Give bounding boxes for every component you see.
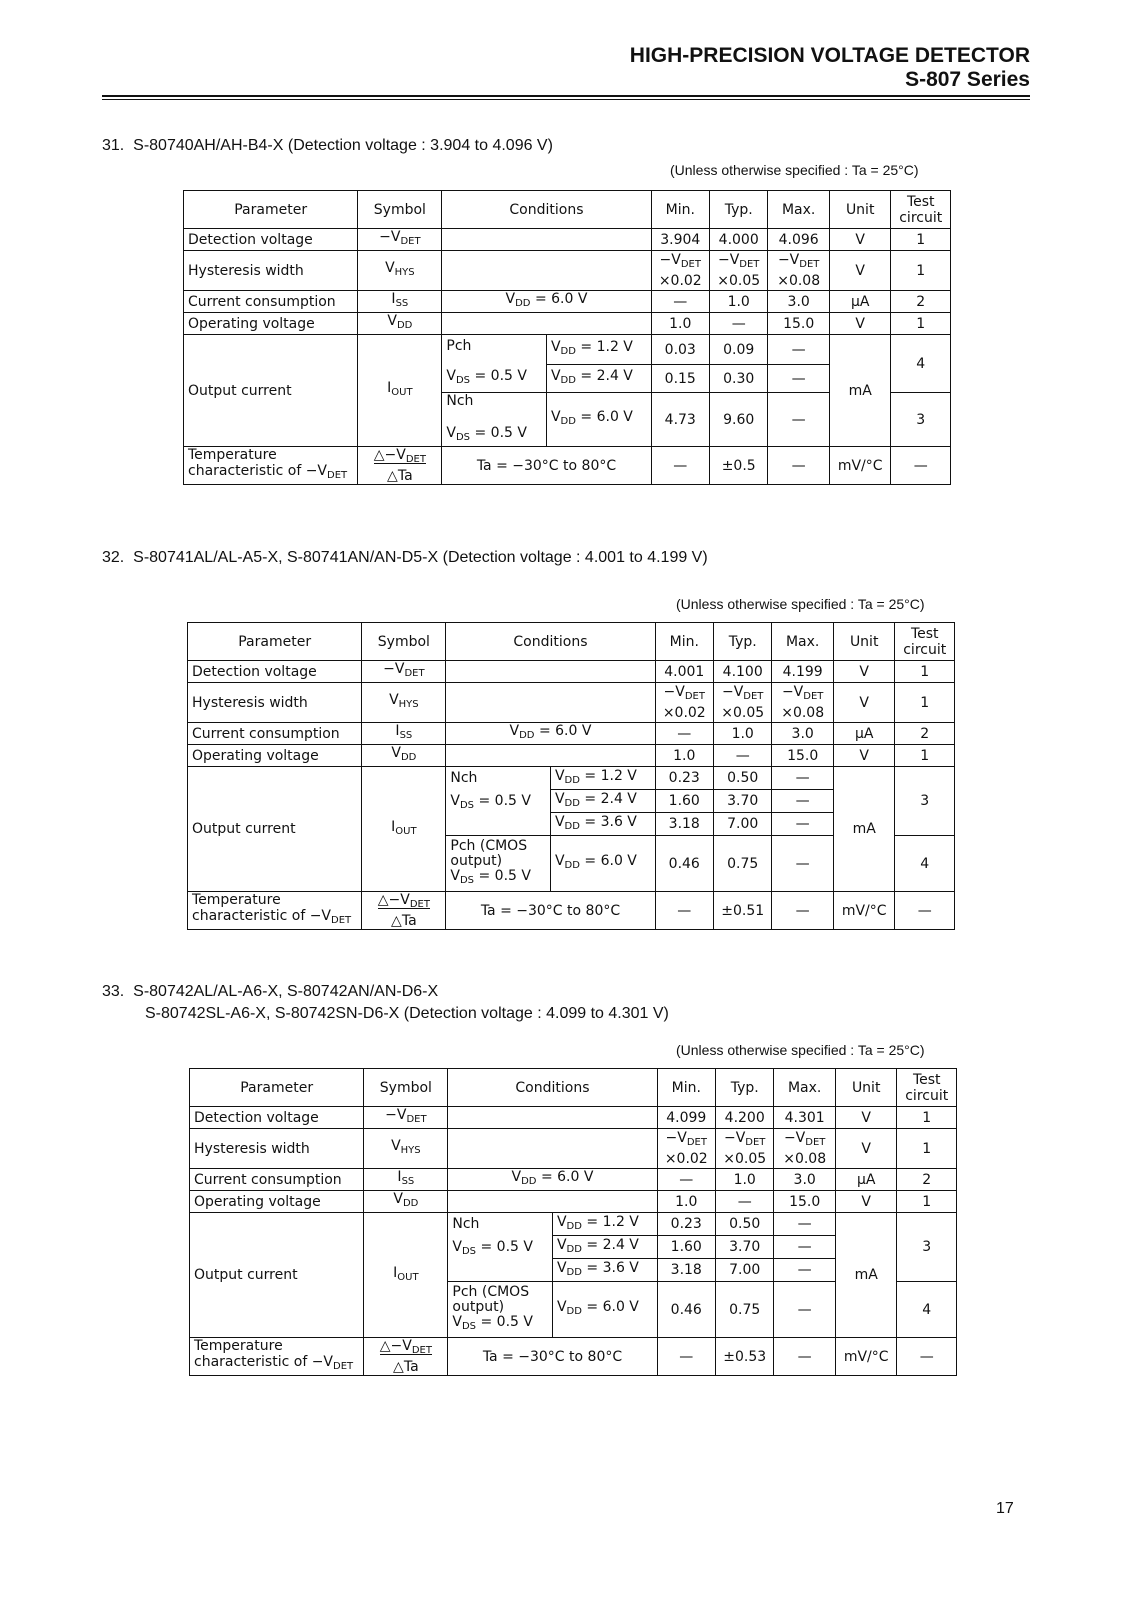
table-row: [190, 1338, 957, 1376]
value-max: 15.0: [768, 313, 830, 335]
value-min: 0.23: [655, 767, 713, 790]
unit: mV/°C: [833, 892, 895, 930]
conditions: Ta = −30°C to 80°C: [448, 1338, 657, 1376]
section-title: S-80742AL/AL-A6-X, S-80742AN/AN-D6-X: [133, 983, 439, 1000]
unit: V: [833, 683, 895, 723]
conditions-vdd: $V_{DD} = 6.0$ V: [546, 393, 651, 447]
unit: μA: [833, 723, 895, 745]
test-circuit: 2: [891, 291, 951, 313]
table-row: [184, 229, 951, 251]
symbol-delta-vdet: $\triangle-V_{DET}$ △Ta: [362, 892, 446, 930]
value-min: 0.46: [657, 1282, 715, 1338]
symbol-vdd: $V_{DD}$: [362, 745, 446, 767]
value-max: —: [768, 335, 830, 365]
value-max: $-V_{DET}$ ×0.08: [772, 683, 834, 723]
unit: V: [829, 229, 891, 251]
unit: mV/°C: [829, 447, 891, 485]
value-max: $-V_{DET}$ ×0.08: [768, 251, 830, 291]
spec-table-31: [183, 190, 951, 485]
conditions-vds: $V_{DS} = 0.5$ V: [442, 365, 547, 393]
value-typ: —: [713, 745, 771, 767]
param-operating-voltage: Operating voltage: [190, 1191, 364, 1213]
value-typ: 0.75: [715, 1282, 773, 1338]
section-number: 31.: [102, 137, 125, 154]
section-title: S-80741AL/AL-A5-X, S-80741AN/AN-D5-X (Detection voltage : 4.001 to 4.199 V): [133, 549, 708, 566]
col-symbol: Symbol: [364, 1069, 448, 1107]
value-typ: 0.75: [713, 836, 771, 892]
symbol-vdd: $V_{DD}$: [364, 1191, 448, 1213]
test-circuit: 3: [891, 393, 951, 447]
unit: V: [835, 1107, 897, 1129]
value-max: —: [772, 892, 834, 930]
conditions-vdd: $V_{DD} = 6.0$ V: [552, 1282, 657, 1338]
col-typ: Typ.: [715, 1069, 773, 1107]
col-unit: Unit: [829, 191, 891, 229]
param-current-consumption: Current consumption: [184, 291, 358, 313]
value-typ: $-V_{DET}$ ×0.05: [709, 251, 767, 291]
value-max: —: [772, 790, 834, 813]
test-circuit: 1: [897, 1107, 957, 1129]
symbol-iout: $I_{OUT}$: [364, 1213, 448, 1338]
symbol-iss: $I_{SS}$: [362, 723, 446, 745]
col-test-circuit: Test circuit: [895, 623, 955, 661]
col-symbol: Symbol: [358, 191, 442, 229]
test-circuit: —: [891, 447, 951, 485]
value-min: 1.0: [657, 1191, 715, 1213]
value-min: $-V_{DET}$ ×0.02: [657, 1129, 715, 1169]
value-typ: $-V_{DET}$ ×0.05: [713, 683, 771, 723]
test-circuit: 1: [895, 745, 955, 767]
section-33-heading: [102, 980, 438, 1004]
table-row: [190, 1213, 957, 1236]
symbol-iout: $I_{OUT}$: [362, 767, 446, 892]
col-parameter: Parameter: [184, 191, 358, 229]
conditions-vdd: $V_{DD} = 1.2$ V: [546, 335, 651, 365]
value-typ: 0.30: [709, 365, 767, 393]
unit: μA: [829, 291, 891, 313]
value-typ: —: [715, 1191, 773, 1213]
conditions-empty: [448, 1107, 657, 1129]
value-typ: 3.70: [715, 1236, 773, 1259]
value-typ: —: [709, 313, 767, 335]
conditions-nch: Nch $V_{DS} = 0.5$ V: [442, 393, 547, 447]
param-current-consumption: Current consumption: [190, 1169, 364, 1191]
header-rule: [102, 95, 1030, 97]
test-circuit: 3: [895, 767, 955, 836]
value-min: 3.18: [655, 813, 713, 836]
conditions-vdd: $V_{DD} = 2.4$ V: [546, 365, 651, 393]
table-row: [188, 745, 955, 767]
param-output-current: Output current: [190, 1213, 364, 1338]
value-typ: ±0.51: [713, 892, 771, 930]
value-min: 0.15: [651, 365, 709, 393]
value-min: —: [655, 723, 713, 745]
symbol-vhys: $V_{HYS}$: [364, 1129, 448, 1169]
table-row: [184, 335, 951, 365]
value-typ: 4.000: [709, 229, 767, 251]
value-typ: $-V_{DET}$ ×0.05: [715, 1129, 773, 1169]
table-row: [188, 683, 955, 723]
table-row: [190, 1191, 957, 1213]
unit: V: [829, 313, 891, 335]
value-min: 1.60: [655, 790, 713, 813]
value-min: 1.60: [657, 1236, 715, 1259]
conditions-vdd: $V_{DD} = 2.4$ V: [550, 790, 655, 813]
test-circuit: —: [895, 892, 955, 930]
conditions-pch-cmos: Pch (CMOS output) $V_{DS} = 0.5$ V: [446, 836, 551, 892]
section-title: S-80740AH/AH-B4-X (Detection voltage : 3.904 to 4.096 V): [133, 137, 553, 154]
condition-note: (Unless otherwise specified : Ta = 25°C): [676, 1042, 925, 1058]
conditions-nch: Nch: [448, 1213, 553, 1236]
param-temperature-characteristic: Temperature characteristic of $-V_{DET}$: [190, 1338, 364, 1376]
conditions-vdd: $V_{DD} = 6.0$ V: [550, 836, 655, 892]
value-min: —: [651, 291, 709, 313]
conditions-vds: $V_{DS} = 0.5$ V: [446, 790, 551, 836]
table-header-row: [188, 623, 955, 661]
section-32-heading: [102, 546, 708, 570]
test-circuit: 2: [897, 1169, 957, 1191]
unit: μA: [835, 1169, 897, 1191]
value-typ: 7.00: [715, 1259, 773, 1282]
value-min: 4.73: [651, 393, 709, 447]
conditions: $V_{DD} = 6.0$ V: [446, 723, 655, 745]
conditions-vdd: $V_{DD} = 1.2$ V: [550, 767, 655, 790]
value-max: —: [772, 767, 834, 790]
test-circuit: 3: [897, 1213, 957, 1282]
conditions: Ta = −30°C to 80°C: [442, 447, 651, 485]
conditions-empty: [442, 251, 651, 291]
value-max: 3.0: [774, 1169, 836, 1191]
value-max: —: [768, 447, 830, 485]
col-test-circuit: Test circuit: [891, 191, 951, 229]
table-header-row: [190, 1069, 957, 1107]
value-min: 0.46: [655, 836, 713, 892]
conditions-vdd: $V_{DD} = 3.6$ V: [552, 1259, 657, 1282]
value-max: 3.0: [772, 723, 834, 745]
value-max: 15.0: [774, 1191, 836, 1213]
value-min: 1.0: [655, 745, 713, 767]
table-row: [188, 661, 955, 683]
col-test-circuit: Test circuit: [897, 1069, 957, 1107]
param-current-consumption: Current consumption: [188, 723, 362, 745]
col-max: Max.: [774, 1069, 836, 1107]
test-circuit: 1: [895, 661, 955, 683]
table-row: [188, 723, 955, 745]
value-max: —: [774, 1236, 836, 1259]
table-header-row: [184, 191, 951, 229]
test-circuit: 1: [891, 313, 951, 335]
param-hysteresis-width: Hysteresis width: [184, 251, 358, 291]
unit: mA: [835, 1213, 897, 1338]
unit: V: [835, 1129, 897, 1169]
section-number: 32.: [102, 549, 125, 566]
value-typ: ±0.53: [715, 1338, 773, 1376]
conditions-vdd: $V_{DD} = 1.2$ V: [552, 1213, 657, 1236]
col-min: Min.: [657, 1069, 715, 1107]
section-33-heading-line2: S-80742SL-A6-X, S-80742SN-D6-X (Detection voltage : 4.099 to 4.301 V): [145, 1005, 669, 1022]
param-temperature-characteristic: Temperature characteristic of $-V_{DET}$: [188, 892, 362, 930]
unit: mA: [829, 335, 891, 447]
table-row: [184, 291, 951, 313]
col-min: Min.: [655, 623, 713, 661]
conditions-nch: Nch: [446, 767, 551, 790]
value-typ: 1.0: [709, 291, 767, 313]
value-max: —: [768, 393, 830, 447]
header-title: HIGH-PRECISION VOLTAGE DETECTOR: [629, 44, 1030, 67]
symbol-vhys: $V_{HYS}$: [358, 251, 442, 291]
symbol-iss: $I_{SS}$: [358, 291, 442, 313]
value-max: —: [772, 813, 834, 836]
symbol-vhys: $V_{HYS}$: [362, 683, 446, 723]
value-min: —: [657, 1169, 715, 1191]
test-circuit: 4: [891, 335, 951, 393]
param-operating-voltage: Operating voltage: [188, 745, 362, 767]
value-max: 4.096: [768, 229, 830, 251]
symbol-vdet: $-V_{DET}$: [358, 229, 442, 251]
value-max: —: [768, 365, 830, 393]
col-symbol: Symbol: [362, 623, 446, 661]
value-max: —: [772, 836, 834, 892]
test-circuit: 4: [897, 1282, 957, 1338]
table-row: [190, 1169, 957, 1191]
unit: V: [835, 1191, 897, 1213]
value-typ: 3.70: [713, 790, 771, 813]
value-min: 0.03: [651, 335, 709, 365]
param-detection-voltage: Detection voltage: [184, 229, 358, 251]
test-circuit: 1: [897, 1129, 957, 1169]
col-max: Max.: [768, 191, 830, 229]
col-parameter: Parameter: [190, 1069, 364, 1107]
symbol-vdet: $-V_{DET}$: [362, 661, 446, 683]
col-typ: Typ.: [713, 623, 771, 661]
page-number: 17: [996, 1500, 1014, 1517]
unit: V: [829, 251, 891, 291]
table-row: [184, 447, 951, 485]
table-row: [184, 251, 951, 291]
value-typ: 0.09: [709, 335, 767, 365]
value-max: $-V_{DET}$ ×0.08: [774, 1129, 836, 1169]
conditions-empty: [442, 313, 651, 335]
test-circuit: 1: [891, 251, 951, 291]
test-circuit: —: [897, 1338, 957, 1376]
value-typ: 0.50: [713, 767, 771, 790]
test-circuit: 2: [895, 723, 955, 745]
header-series: S-807 Series: [905, 68, 1030, 91]
value-max: 4.301: [774, 1107, 836, 1129]
section-31-heading: [102, 134, 553, 158]
value-min: 4.001: [655, 661, 713, 683]
col-typ: Typ.: [709, 191, 767, 229]
symbol-iss: $I_{SS}$: [364, 1169, 448, 1191]
value-max: 15.0: [772, 745, 834, 767]
col-conditions: Conditions: [446, 623, 655, 661]
unit: V: [833, 661, 895, 683]
conditions-empty: [442, 229, 651, 251]
value-max: —: [774, 1282, 836, 1338]
param-detection-voltage: Detection voltage: [188, 661, 362, 683]
conditions-vdd: $V_{DD} = 3.6$ V: [550, 813, 655, 836]
symbol-iout: $I_{OUT}$: [358, 335, 442, 447]
value-min: —: [651, 447, 709, 485]
value-min: 1.0: [651, 313, 709, 335]
value-typ: 4.100: [713, 661, 771, 683]
param-detection-voltage: Detection voltage: [190, 1107, 364, 1129]
conditions-vdd: $V_{DD} = 2.4$ V: [552, 1236, 657, 1259]
spec-table-32: [187, 622, 955, 930]
conditions-vds: $V_{DS} = 0.5$ V: [448, 1236, 553, 1282]
table-row: [188, 892, 955, 930]
test-circuit: 4: [895, 836, 955, 892]
spec-table-33: [189, 1068, 957, 1376]
header-rule-thin: [102, 99, 1030, 100]
conditions: $V_{DD} = 6.0$ V: [448, 1169, 657, 1191]
param-temperature-characteristic: Temperature characteristic of $-V_{DET}$: [184, 447, 358, 485]
value-max: —: [774, 1213, 836, 1236]
value-typ: 0.50: [715, 1213, 773, 1236]
test-circuit: 1: [897, 1191, 957, 1213]
param-output-current: Output current: [184, 335, 358, 447]
unit: mV/°C: [835, 1338, 897, 1376]
col-max: Max.: [772, 623, 834, 661]
param-hysteresis-width: Hysteresis width: [190, 1129, 364, 1169]
value-max: —: [774, 1259, 836, 1282]
value-min: $-V_{DET}$ ×0.02: [655, 683, 713, 723]
symbol-delta-vdet: $\triangle-V_{DET}$ △Ta: [364, 1338, 448, 1376]
value-min: 3.904: [651, 229, 709, 251]
value-typ: 9.60: [709, 393, 767, 447]
table-row: [184, 313, 951, 335]
condition-note: (Unless otherwise specified : Ta = 25°C): [670, 162, 919, 178]
conditions-empty: [446, 661, 655, 683]
conditions-pch: Pch: [442, 335, 547, 365]
conditions-empty: [448, 1129, 657, 1169]
value-typ: 4.200: [715, 1107, 773, 1129]
unit: V: [833, 745, 895, 767]
symbol-vdet: $-V_{DET}$: [364, 1107, 448, 1129]
param-output-current: Output current: [188, 767, 362, 892]
conditions-empty: [446, 745, 655, 767]
section-number: 33.: [102, 983, 125, 1000]
col-min: Min.: [651, 191, 709, 229]
value-max: —: [774, 1338, 836, 1376]
value-typ: 1.0: [713, 723, 771, 745]
value-min: 0.23: [657, 1213, 715, 1236]
col-conditions: Conditions: [448, 1069, 657, 1107]
col-conditions: Conditions: [442, 191, 651, 229]
col-parameter: Parameter: [188, 623, 362, 661]
condition-note: (Unless otherwise specified : Ta = 25°C): [676, 596, 925, 612]
conditions-empty: [446, 683, 655, 723]
table-row: [190, 1107, 957, 1129]
param-operating-voltage: Operating voltage: [184, 313, 358, 335]
conditions: $V_{DD} = 6.0$ V: [442, 291, 651, 313]
col-unit: Unit: [833, 623, 895, 661]
value-min: 3.18: [657, 1259, 715, 1282]
value-min: —: [655, 892, 713, 930]
value-min: 4.099: [657, 1107, 715, 1129]
symbol-delta-vdet: $\triangle-V_{DET}$ △Ta: [358, 447, 442, 485]
param-hysteresis-width: Hysteresis width: [188, 683, 362, 723]
value-typ: 1.0: [715, 1169, 773, 1191]
value-min: —: [657, 1338, 715, 1376]
value-typ: 7.00: [713, 813, 771, 836]
document-header: [600, 44, 1030, 92]
conditions: Ta = −30°C to 80°C: [446, 892, 655, 930]
value-max: 4.199: [772, 661, 834, 683]
test-circuit: 1: [891, 229, 951, 251]
symbol-vdd: $V_{DD}$: [358, 313, 442, 335]
col-unit: Unit: [835, 1069, 897, 1107]
value-max: 3.0: [768, 291, 830, 313]
table-row: [188, 767, 955, 790]
table-row: [190, 1129, 957, 1169]
conditions-empty: [448, 1191, 657, 1213]
test-circuit: 1: [895, 683, 955, 723]
conditions-pch-cmos: Pch (CMOS output) $V_{DS} = 0.5$ V: [448, 1282, 553, 1338]
unit: mA: [833, 767, 895, 892]
value-typ: ±0.5: [709, 447, 767, 485]
value-min: $-V_{DET}$ ×0.02: [651, 251, 709, 291]
